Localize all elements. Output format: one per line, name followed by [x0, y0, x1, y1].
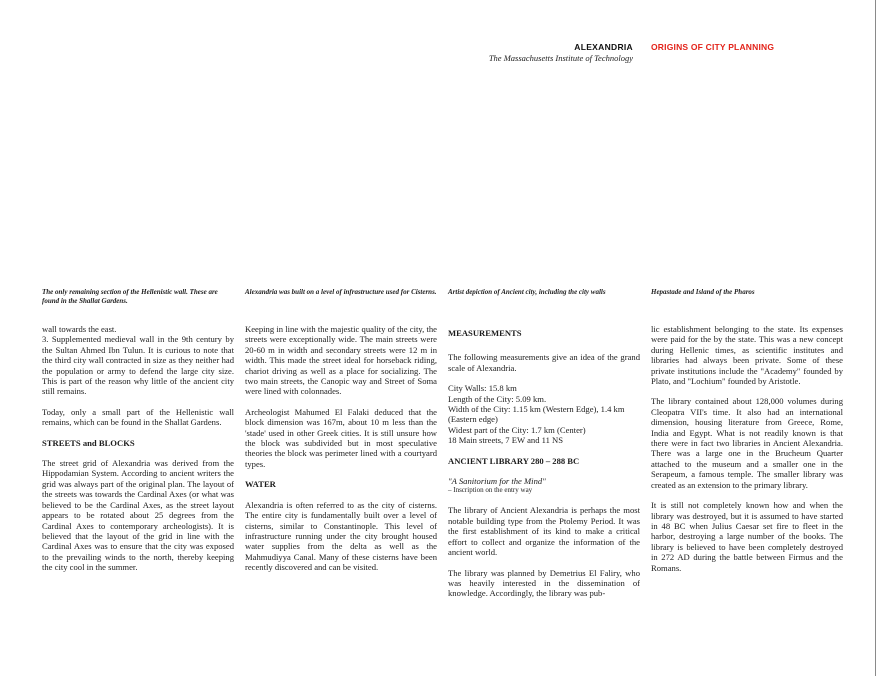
document-subtitle: The Massachusetts Institute of Technology	[488, 53, 633, 63]
text-column-1	[42, 324, 234, 583]
section-title: ORIGINS OF CITY PLANNING	[651, 42, 775, 52]
section-heading: ANCIENT LIBRARY 280 – 288 BC	[448, 455, 580, 466]
paragraph: Alexandria is often referred to as the city of cisterns. The entire city is fundamentally built over a level of cisterns, similar to Constantinople. This level of infrastructure running under the city brought housed water supplies from the delta as well as the Mahmudiyya Canal. Many of these cisterns have been recently discovered and can be visited.	[245, 499, 437, 573]
list-item: Widest part of the City: 1.7 km (Center)	[448, 424, 586, 435]
paragraph: The library contained about 128,000 volumes during Cleopatra VII's time. It also had an international dimension, housing literature from Greece, Rome, India and Egypt. What is not readily known is that there were in fact two libraries in Ancient Alexandria. There was a large one in the Brucheum Quarter attached to the museum and a smaller one in the Serapeum, a famous temple. The smaller library was created as an extension to the primary library.	[651, 396, 843, 490]
list-item: 18 Main streets, 7 EW and 11 NS	[448, 435, 564, 446]
paragraph: Today, only a small part of the Hellenistic wall remains, which can be found in the Shallat Gardens.	[42, 406, 234, 428]
paragraph: 3. Supplemented medieval wall in the 9th century by the Sultan Ahmed Ibn Tulun. It is curious to note that the third city wall contracted in size as they neither had the population or army to defend the large city size. This is part of the reason why little of the ancient city still remains.	[42, 334, 234, 397]
paragraph: The following measurements give an idea of the grand scale of Alexandria.	[448, 352, 640, 373]
image-caption-3: Artist depiction of Ancient city, including the city walls	[448, 288, 606, 296]
quote-attribution: – Inscription on the entry way	[448, 486, 533, 495]
list-item: City Walls: 15.8 km	[448, 383, 517, 394]
measurement-list	[448, 383, 640, 445]
section-heading: MEASUREMENTS	[448, 328, 522, 338]
text-column-2	[245, 324, 437, 583]
text-column-3	[448, 324, 640, 609]
image-caption-4: Hepastade and Island of the Pharos	[651, 288, 755, 296]
paragraph: The library was planned by Demetrius El Faliry, who was heavily interested in the dissemination of knowledge. Accordingly, the library was pub-	[448, 567, 640, 599]
paragraph: Archeologist Mahumed El Falaki deduced that the block dimension was 167m, about 10 m less than the 'stade' used in other Greek cities. It is still unsure how the block was subdivided but in most speculative theories the block was perimeter lined with a courtyard types.	[245, 406, 437, 469]
image-caption-2: Alexandria was built on a level of infrastructure used for Cisterns.	[245, 288, 437, 296]
document-title: ALEXANDRIA	[574, 42, 633, 52]
paragraph: Keeping in line with the majestic quality of the city, the streets were exceptionally wide. The main streets were 20-60 m in width and secondary streets were 12 m in width. This made the street ideal for horseback riding, chariot driving as well as a place for socializing. The two main streets, the Canopic way and Street of Soma were lined with colonnades.	[245, 324, 437, 397]
section-heading: STREETS and BLOCKS	[42, 437, 135, 448]
list-item: Width of the City: 1.15 km (Western Edge), 1.4 km (Eastern edge)	[448, 404, 625, 425]
page-edge-line	[875, 0, 876, 676]
text-column-4	[651, 324, 843, 583]
paragraph: It is still not completely known how and when the library was destroyed, but it is assumed to have started in 48 BC when Julius Caesar set fire to fleet in the harbor, destroying a large number of the books. The library is believed to have been completely destroyed in 272 AD during the battle between Firmus and the Romans.	[651, 500, 843, 573]
quote: "A Sanitorium for the Mind"	[448, 476, 546, 487]
paragraph: lic establishment belonging to the state. Its expenses were paid for the by the state. This was a new concept during Hellenic times, as scientific institutes and libraries had always been private. Some of these private institutions include the "Academy" founded by Plato, and "Lochium" founded by Aristotle.	[651, 324, 843, 387]
list-item: Length of the City: 5.09 km.	[448, 393, 547, 404]
paragraph: The street grid of Alexandria was derived from the Hippodamian System. According to ancient writers the grid was always part of the original plan. The layout of the streets was towards the Cardinal Axes (or what was believed to be the Cardinal Axes, as the street layout appears to be rotated about 25 degrees from the Cardinal Axes to contemporary archeologists). It is believed that the layout of the grid in line with the Cardinal Axes was to ensure that the city was exposed to the prevailing winds to the north, thereby keeping the city cool in the summer.	[42, 458, 234, 573]
paragraph: The library of Ancient Alexandria is perhaps the most notable building type from the Ptolemy Period. It was the first establishment of its kind to make a critical effort to collect and organize the information of the ancient world.	[448, 505, 640, 558]
image-caption-1: The only remaining section of the Hellenistic wall. These are found in the Shallat Gardens.	[42, 288, 218, 305]
paragraph: wall towards the east.	[42, 324, 117, 334]
section-heading: WATER	[245, 479, 276, 490]
